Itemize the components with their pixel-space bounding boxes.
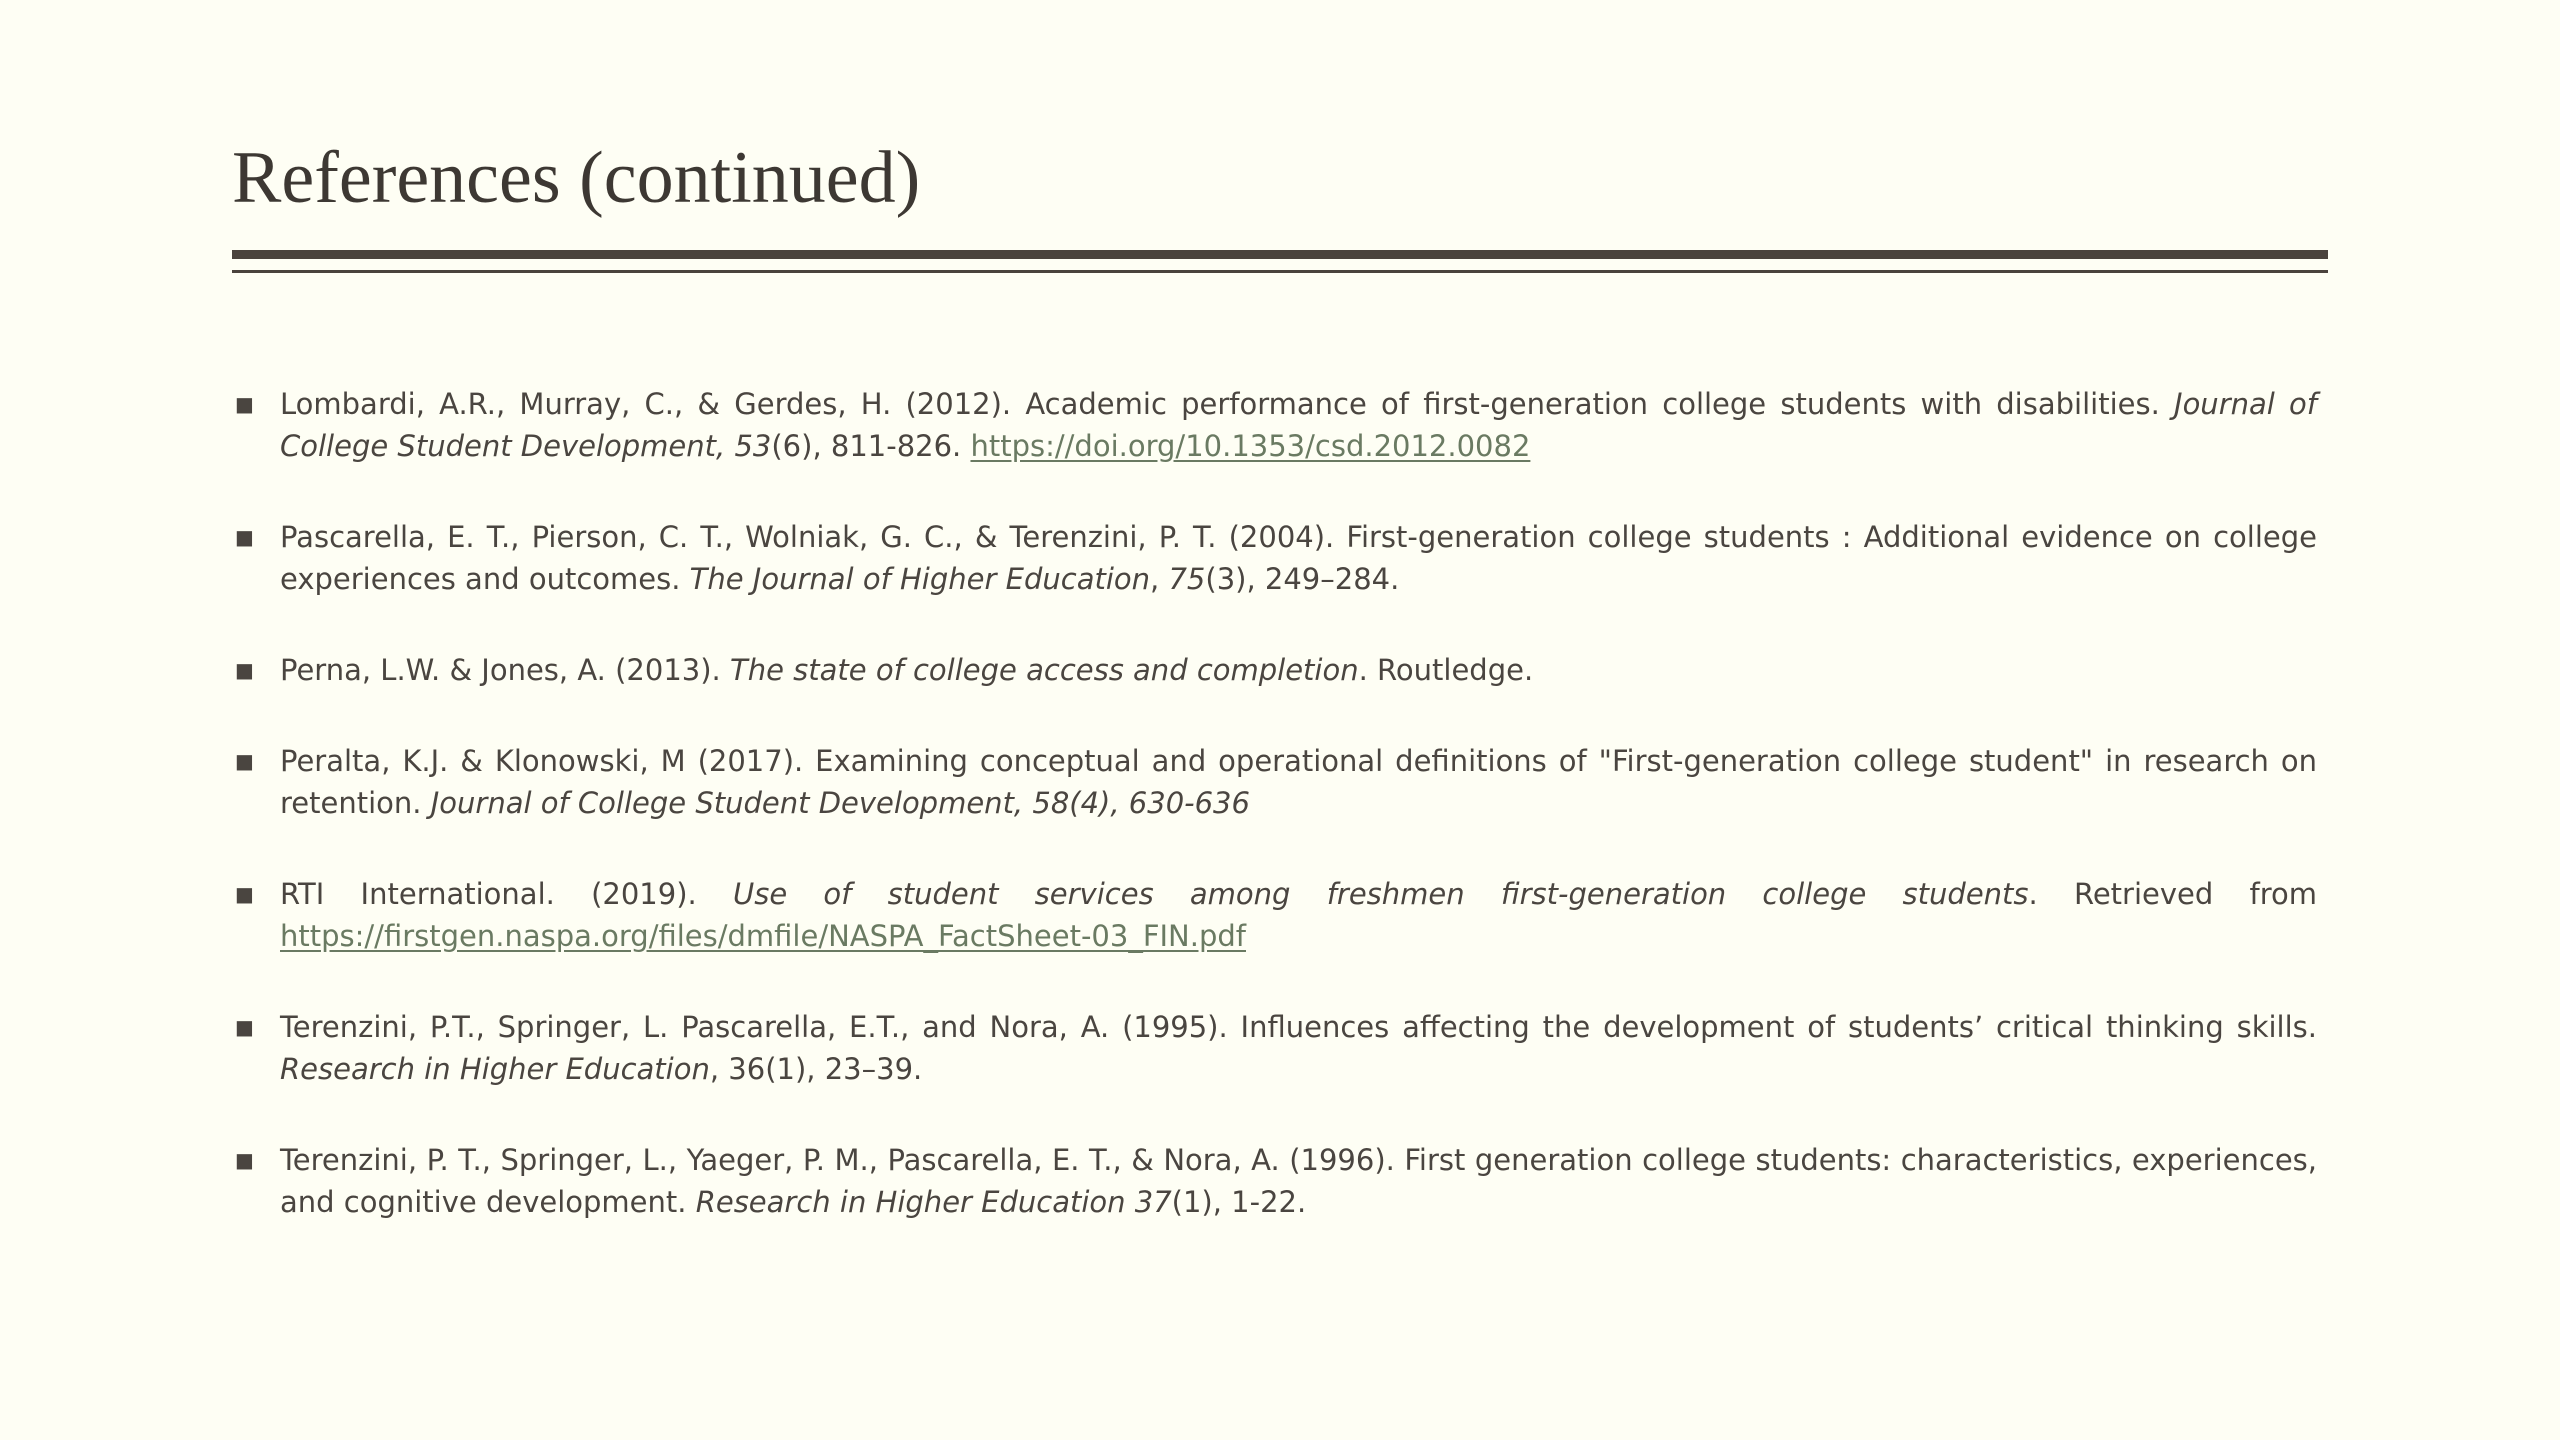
reference-details: (1), 1-22.	[1171, 1185, 1307, 1219]
references-list	[232, 383, 2317, 1272]
reference-text: Terenzini, P.T., Springer, L. Pascarella, E.T., and Nora, A. (1995). Influences affecting the development of students’ critical thinking skills.	[280, 1010, 2317, 1044]
title-rule-thin	[232, 270, 2328, 273]
reference-text: Peralta, K.J. & Klonowski, M (2017). Examining conceptual and operational definitions of "First-generation college student" in research on retention.	[280, 744, 2317, 820]
reference-text: Terenzini, P. T., Springer, L., Yaeger, P. M., Pascarella, E. T., & Nora, A. (1996). First generation college students: characteristics, experiences, and cognitive development.	[280, 1143, 2317, 1219]
title-rule-thick	[232, 250, 2328, 259]
reference-text: Lombardi, A.R., Murray, C., & Gerdes, H. (2012). Academic performance of first-generation college students with disabilities.	[280, 387, 2175, 421]
reference-source: Journal of College Student Development, 53	[280, 387, 2317, 463]
reference-volume: 75	[1168, 562, 1206, 596]
bullet-icon: ■	[235, 749, 254, 773]
reference-item	[232, 1006, 2317, 1090]
bullet-icon: ■	[235, 1148, 254, 1172]
bullet-icon: ■	[235, 658, 254, 682]
reference-source: Journal of College Student Development, 58(4), 630-636	[430, 786, 1250, 820]
reference-link[interactable]: https://firstgen.naspa.org/files/dmfile/NASPA_FactSheet-03_FIN.pdf	[280, 919, 1246, 953]
reference-item	[232, 873, 2317, 957]
reference-details: , 36(1), 23–39.	[709, 1052, 923, 1086]
reference-source: Research in Higher Education	[280, 1052, 710, 1086]
bullet-icon: ■	[235, 1015, 254, 1039]
reference-item	[232, 740, 2317, 824]
slide-title: References (continued)	[232, 137, 921, 219]
reference-text: RTI International. (2019).	[280, 877, 733, 911]
reference-source: Research in Higher Education 37	[695, 1185, 1172, 1219]
bullet-icon: ■	[235, 882, 254, 906]
bullet-icon: ■	[235, 525, 254, 549]
bullet-icon: ■	[235, 392, 254, 416]
reference-separator: ,	[1150, 562, 1169, 596]
reference-source: The state of college access and completion	[729, 653, 1359, 687]
reference-details: (6), 811-826.	[771, 429, 971, 463]
reference-source: The Journal of Higher Education	[689, 562, 1151, 596]
reference-text: Perna, L.W. & Jones, A. (2013).	[280, 653, 730, 687]
reference-details: (3), 249–284.	[1205, 562, 1400, 596]
reference-item	[232, 383, 2317, 467]
reference-text: Pascarella, E. T., Pierson, C. T., Wolniak, G. C., & Terenzini, P. T. (2004). First-generation college students : Additional evidence on college experiences and outcomes.	[280, 520, 2317, 596]
reference-item	[232, 1139, 2317, 1223]
reference-item	[232, 516, 2317, 600]
reference-link[interactable]: https://doi.org/10.1353/csd.2012.0082	[970, 429, 1531, 463]
reference-item	[232, 649, 2317, 691]
reference-source: Use of student services among freshmen first-generation college students	[732, 877, 2029, 911]
reference-details: . Retrieved from	[2028, 877, 2318, 911]
reference-details: . Routledge.	[1358, 653, 1534, 687]
